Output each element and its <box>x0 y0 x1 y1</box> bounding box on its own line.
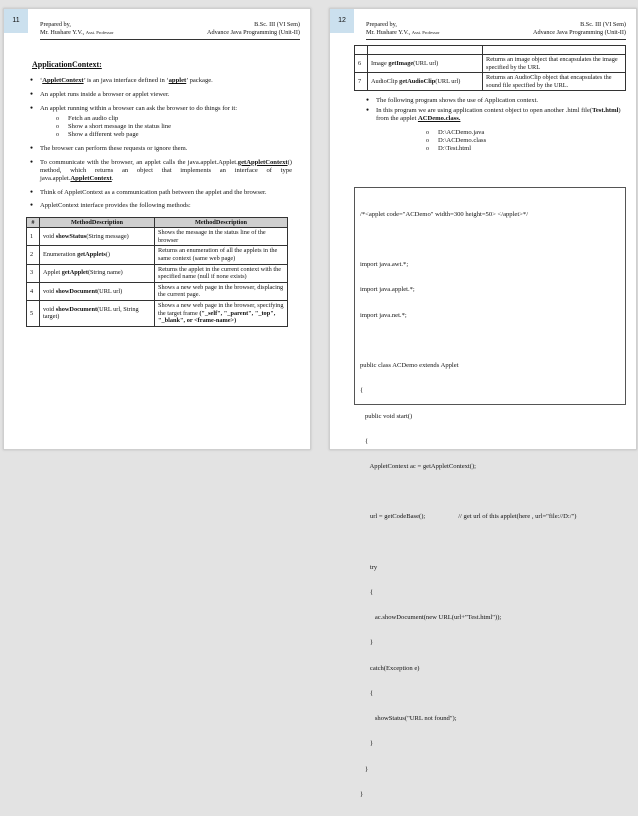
table-row: 2 Enumeration getApplets() Returns an enumeration of all the applets in the same context (same web page) <box>27 246 288 264</box>
code-line: AppletContext ac = getAppletContext(); <box>360 462 476 470</box>
table-row-blank <box>355 46 626 55</box>
page-11 <box>3 8 311 450</box>
page-body <box>26 61 292 327</box>
table-row: 3 Applet getApplet(String name) Returns the applet in the current context with the specified name (null if none exists) <box>27 264 288 282</box>
table-row: 5 void showDocument(URL url, String target) Shows a new web page in the browser, specifying the target frame ("_self", "_parent", "_top", "_blank", or <frame-name>) <box>27 300 288 326</box>
bullet-item: ● An applet running within a browser can ask the browser to do things for it: o Fetch an audio clip o Show a short message in the status line o Show a different web page <box>26 105 292 140</box>
code-line <box>360 236 620 244</box>
code-line: import java.applet.*; <box>360 286 415 294</box>
code-line: } <box>360 765 369 773</box>
code-line: { <box>360 387 364 395</box>
page-number: 12 <box>330 9 354 33</box>
code-line: public class ACDemo extends Applet <box>360 362 459 370</box>
bullet-item: ● To communicate with the browser, an applet calls the java.applet.Applet.getAppletContext() method, which returns an object that implements an interface of type java.applet.AppletContext. <box>26 159 292 184</box>
methods-table <box>26 217 288 327</box>
bullet-item: ● Think of AppletContext as a communication path between the applet and the browser. <box>26 189 292 197</box>
table-header-row <box>27 217 288 228</box>
methods-table-continued <box>354 45 626 91</box>
table-row: 4 void showDocument(URL url) Shows a new web page in the browser, displacing the current page. <box>27 282 288 300</box>
code-line: { <box>360 689 374 697</box>
bullet-item: ● The browser can perform these requests or ignore them. <box>26 145 292 153</box>
page-body <box>354 45 626 154</box>
page-12 <box>329 8 637 798</box>
code-line: { <box>360 437 369 445</box>
sub-list <box>40 115 292 140</box>
bullet-item: ● In this program we are using application context object to open another .html file(Test.html) from the applet ACDemo.class. <box>362 107 626 123</box>
code-line: url = getCodeBase(); // get url of this applet(here , url="file://D:/") <box>360 513 577 521</box>
code-line: { <box>360 589 374 597</box>
page-header <box>40 21 300 37</box>
table-row: 7 AudioClip getAudioClip(URL url) Returns an AudioClip object that encapsulates the sound file specified by the URL. <box>355 73 626 91</box>
code-line: ac.showDocument(new URL(url+"Test.html")); <box>360 614 502 622</box>
section-title: ApplicationContext: <box>32 60 102 69</box>
col-header: MethodDescription <box>40 217 155 228</box>
code-line: catch(Exception e) <box>360 664 420 672</box>
page-number: 11 <box>4 9 28 33</box>
sub-item: o Show a different web page <box>40 131 292 139</box>
bullet-list <box>26 77 292 210</box>
code-line: /*<applet code="ACDemo" width=300 height=50> </applet>*/ <box>360 210 529 218</box>
code-line: } <box>360 740 374 748</box>
bullet-item: ● The following program shows the use of Application context. <box>362 97 626 105</box>
course: B.Sc. III (VI Sem) <box>254 21 300 28</box>
code-line <box>360 337 620 345</box>
code-line: } <box>360 790 364 798</box>
author: Mr. Hushare Y.V., Asst. Professor <box>40 29 114 36</box>
page-header <box>366 21 626 37</box>
code-line: public void start() <box>360 412 413 420</box>
col-header: MethodDescription <box>155 217 288 228</box>
author: Mr. Hushare Y.V., Asst. Professor <box>366 29 440 36</box>
prepared-by: Prepared by, <box>40 21 71 28</box>
file-item: o D:\Test.html <box>424 145 626 153</box>
file-item: o D:\ACDemo.class <box>424 137 626 145</box>
bullet-item: ● AppletContext interface provides the following methods: <box>26 202 292 210</box>
file-list <box>424 129 626 154</box>
code-line: import java.net.*; <box>360 311 407 319</box>
code-line: showStatus("URL not found"); <box>360 715 457 723</box>
code-line <box>360 539 620 547</box>
code-line <box>360 488 620 496</box>
sub-item: o Fetch an audio clip <box>40 115 292 123</box>
table-row: 6 Image getImage(URL url) Returns an image object that encapsulates the image specified by the URL <box>355 55 626 73</box>
file-item: o D:\ACDemo.java <box>424 129 626 137</box>
prepared-by: Prepared by, <box>366 21 397 28</box>
course: B.Sc. III (VI Sem) <box>580 21 626 28</box>
header-divider <box>40 39 300 40</box>
bullet-list <box>362 97 626 123</box>
col-header: # <box>27 217 40 228</box>
table-row: 1 void showStatus(String message) Shows the message in the status line of the browser <box>27 228 288 246</box>
subject: Advance Java Programming (Unit-II) <box>533 29 626 36</box>
code-line: try <box>360 563 378 571</box>
bullet-item: ● An applet runs inside a browser or applet viewer. <box>26 91 292 99</box>
header-divider <box>366 39 626 40</box>
bullet-item: ● ‘AppletContext’ is an java interface defined in ‘applet’ package. <box>26 77 292 85</box>
code-line: import java.awt.*; <box>360 261 409 269</box>
code-line: } <box>360 639 374 647</box>
sub-item: o Show a short message in the status line <box>40 123 292 131</box>
code-block <box>354 187 626 798</box>
subject: Advance Java Programming (Unit-II) <box>207 29 300 36</box>
